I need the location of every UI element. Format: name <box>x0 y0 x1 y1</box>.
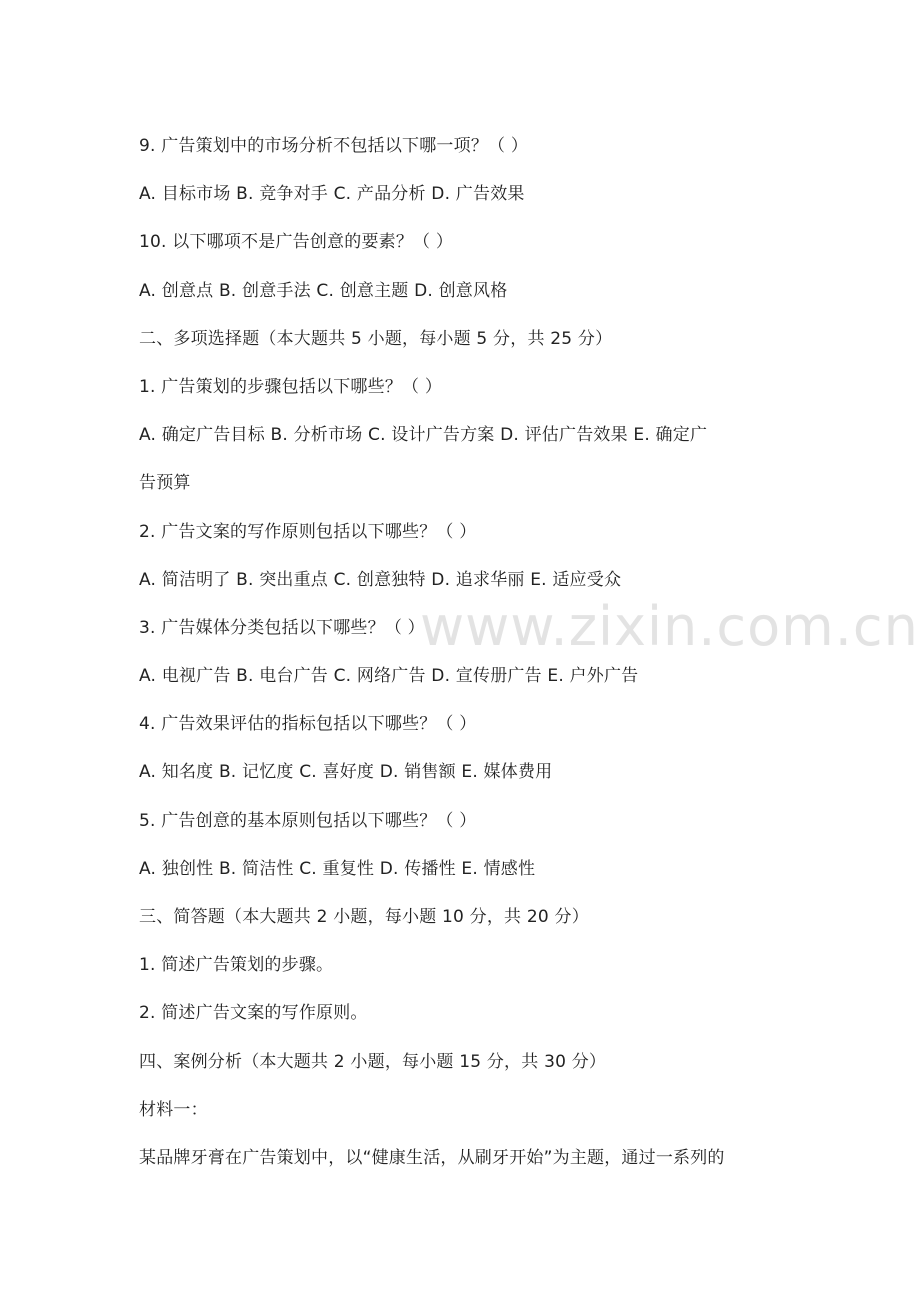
material-text: 某品牌牙膏在广告策划中，以“健康生活，从刷牙开始”为主题，通过一系列的 <box>139 1147 725 1168</box>
mc-question-3: 3. 广告媒体分类包括以下哪些？（ ） <box>139 617 425 638</box>
mc-question-1: 1. 广告策划的步骤包括以下哪些？（ ） <box>139 376 443 397</box>
document-body <box>139 122 779 1182</box>
short-answer-2: 2. 简述广告文案的写作原则。 <box>139 1003 368 1024</box>
material-label: 材料一： <box>139 1099 208 1120</box>
mc-question-5: 5. 广告创意的基本原则包括以下哪些？（ ） <box>139 810 477 831</box>
mc-question-4-options: A. 知名度 B. 记忆度 C. 喜好度 D. 销售额 E. 媒体费用 <box>139 762 553 783</box>
mc-question-1-options: A. 确定广告目标 B. 分析市场 C. 设计广告方案 D. 评估广告效果 E. 确定广 <box>139 425 708 446</box>
mc-question-4: 4. 广告效果评估的指标包括以下哪些？（ ） <box>139 714 477 735</box>
question-10-options: A. 创意点 B. 创意手法 C. 创意主题 D. 创意风格 <box>139 280 508 301</box>
watermark: www.zixin.com.cn <box>420 595 919 658</box>
section-heading-case-analysis: 四、案例分析（本大题共 2 小题，每小题 15 分，共 30 分） <box>139 1051 607 1072</box>
question-9: 9. 广告策划中的市场分析不包括以下哪一项？（ ） <box>139 136 529 156</box>
mc-question-3-options: A. 电视广告 B. 电台广告 C. 网络广告 D. 宣传册广告 E. 户外广告 <box>139 666 639 687</box>
question-9-options: A. 目标市场 B. 竞争对手 C. 产品分析 D. 广告效果 <box>139 184 525 205</box>
section-heading-short-answer: 三、简答题（本大题共 2 小题，每小题 10 分，共 20 分） <box>139 907 589 927</box>
mc-question-2-options: A. 简洁明了 B. 突出重点 C. 创意独特 D. 追求华丽 E. 适应受众 <box>139 569 622 590</box>
mc-question-2: 2. 广告文案的写作原则包括以下哪些？（ ） <box>139 521 477 542</box>
mc-question-1-options-cont: 告预算 <box>139 473 191 494</box>
short-answer-1: 1. 简述广告策划的步骤。 <box>139 955 334 976</box>
mc-question-5-options: A. 独创性 B. 简洁性 C. 重复性 D. 传播性 E. 情感性 <box>139 858 536 879</box>
question-10: 10. 以下哪项不是广告创意的要素？（ ） <box>139 232 454 253</box>
section-heading-multiple-choice: 二、多项选择题（本大题共 5 小题，每小题 5 分，共 25 分） <box>139 328 613 349</box>
